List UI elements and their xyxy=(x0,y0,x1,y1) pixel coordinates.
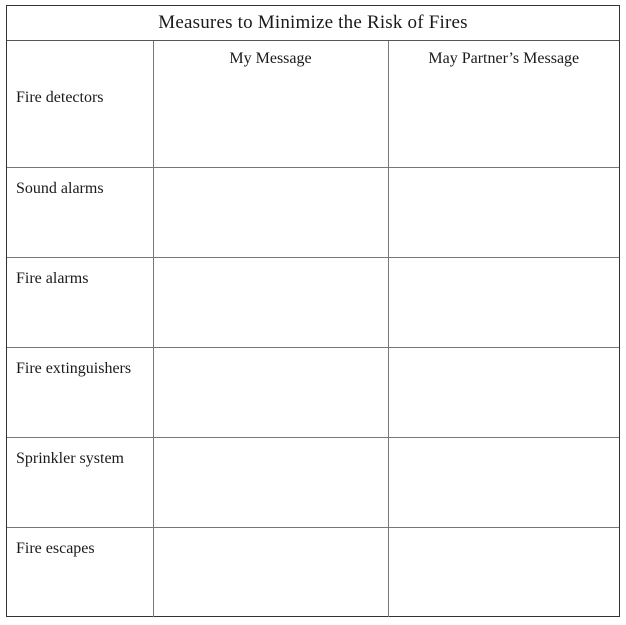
partner-message-text[interactable] xyxy=(389,168,620,257)
my-message-cell[interactable] xyxy=(153,527,388,617)
table-row xyxy=(7,437,619,527)
header-partner-message: May Partner’s Message xyxy=(388,41,619,77)
partner-message-text[interactable] xyxy=(389,438,620,527)
partner-message-cell[interactable] xyxy=(388,437,619,527)
my-message-cell[interactable] xyxy=(153,257,388,347)
table-row xyxy=(7,77,619,167)
measure-label: Fire extinguishers xyxy=(16,359,132,377)
measure-label: Fire detectors xyxy=(16,89,104,106)
partner-message-text[interactable] xyxy=(389,348,620,437)
partner-message-text[interactable] xyxy=(389,77,620,167)
measure-cell xyxy=(7,527,153,617)
partner-message-text[interactable] xyxy=(389,258,620,347)
partner-message-cell[interactable] xyxy=(388,347,619,437)
measure-cell xyxy=(7,167,153,257)
worksheet-table xyxy=(6,5,620,617)
my-message-cell[interactable] xyxy=(153,167,388,257)
measure-cell xyxy=(7,257,153,347)
measure-cell xyxy=(7,77,153,167)
partner-message-cell[interactable] xyxy=(388,257,619,347)
my-message-text[interactable] xyxy=(154,168,388,257)
header-my-message: My Message xyxy=(153,41,388,77)
header-blank-cell xyxy=(7,41,153,77)
partner-message-cell[interactable] xyxy=(388,527,619,617)
measure-label: Fire escapes xyxy=(16,539,95,557)
table-row xyxy=(7,167,619,257)
my-message-text[interactable] xyxy=(154,528,388,618)
my-message-text[interactable] xyxy=(154,258,388,347)
measure-cell xyxy=(7,437,153,527)
table-row xyxy=(7,257,619,347)
my-message-cell[interactable] xyxy=(153,437,388,527)
my-message-cell[interactable] xyxy=(153,347,388,437)
partner-message-cell[interactable] xyxy=(388,77,619,167)
measure-cell xyxy=(7,347,153,437)
my-message-text[interactable] xyxy=(154,77,388,167)
measure-label: Sound alarms xyxy=(16,179,104,197)
measures-grid xyxy=(7,41,619,617)
partner-message-text[interactable] xyxy=(389,528,620,618)
measure-label: Fire alarms xyxy=(16,269,89,287)
table-row xyxy=(7,527,619,617)
my-message-text[interactable] xyxy=(154,438,388,527)
measure-label: Sprinkler system xyxy=(16,449,124,467)
my-message-text[interactable] xyxy=(154,348,388,437)
table-title: Measures to Minimize the Risk of Fires xyxy=(7,6,619,41)
header-row xyxy=(7,41,619,77)
my-message-cell[interactable] xyxy=(153,77,388,167)
table-row xyxy=(7,347,619,437)
partner-message-cell[interactable] xyxy=(388,167,619,257)
